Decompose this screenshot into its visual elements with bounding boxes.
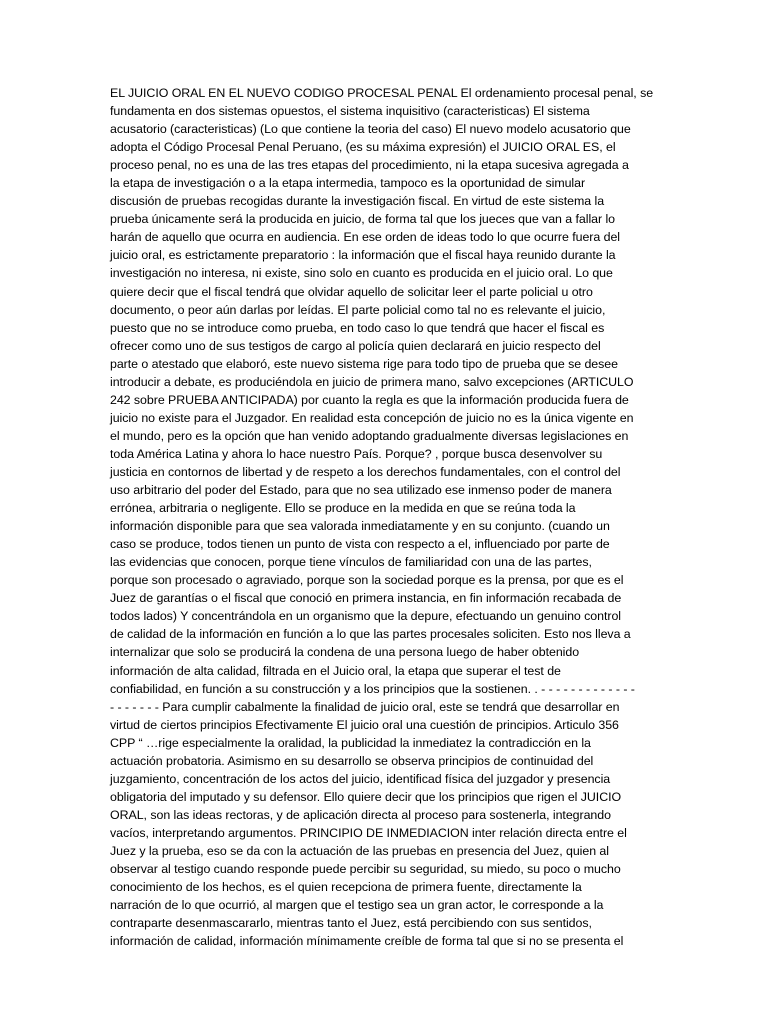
text-line: fundamenta en dos sistemas opuestos, el sistema inquisitivo (caracteristicas) El sistema [110, 104, 590, 119]
text-line: CPP “ …rige especialmente la oralidad, la publicidad la inmediatez la contradicción en la [110, 735, 591, 750]
text-line: conocimiento de los hechos, es el quien recepciona de primera fuente, directamente la [110, 880, 582, 895]
text-line: introducir a debate, es produciéndola en juicio de primera mano, salvo excepciones (ARTICULO [110, 374, 634, 389]
text-line: actuación probatoria. Asimismo en su desarrollo se observa principios de continuidad del [110, 753, 594, 768]
text-line: justicia en contornos de libertad y de respeto a los derechos fundamentales, con el control del [110, 464, 621, 479]
text-line: todos lados) Y concentrándola en un organismo que la depure, efectuando un genuino control [110, 609, 622, 624]
text-line: quiere decir que el fiscal tendrá que olvidar aquello de solicitar leer el parte policial u otro [110, 284, 593, 299]
text-line: información disponible para que sea valorada inmediatamente y en su conjunto. (cuando un [110, 519, 610, 534]
text-line: caso se produce, todos tienen un punto de vista con respecto a el, influenciado por parte de [110, 537, 610, 552]
text-line: parte o atestado que elaboró, este nuevo sistema rige para todo tipo de prueba que se desee [110, 356, 618, 371]
text-line: harán de aquello que ocurra en audiencia. En ese orden de ideas todo lo que ocurre fuera del [110, 230, 620, 245]
text-line: prueba únicamente será la producida en juicio, de forma tal que los jueces que van a fallar lo [110, 212, 616, 227]
text-line: información de alta calidad, filtrada en el Juicio oral, la etapa que superar el test de [110, 663, 561, 678]
text-line: - - - - - - - Para cumplir cabalmente la finalidad de juicio oral, este se tendrá que desarrollar en [110, 699, 620, 714]
text-line: el mundo, pero es la opción que han venido adoptando gradualmente diversas legislaciones en [110, 428, 629, 443]
text-line: adopta el Código Procesal Penal Peruano, (es su máxima expresión) el JUICIO ORAL ES, el [110, 140, 616, 155]
text-line: porque son procesado o agraviado, porque son la sociedad porque es la prensa, por que es el [110, 573, 624, 588]
text-line: obligatoria del imputado y su defensor. Ello quiere decir que los principios que rigen el JUICIO [110, 789, 622, 804]
text-line: confiabilidad, en función a su construcción y a los principios que la sostienen. . - - - - - - - - - - - - - [110, 681, 635, 696]
text-line: investigación no interesa, ni existe, sino solo en cuanto es producida en el juicio oral. Lo que [110, 266, 613, 281]
text-line: toda América Latina y ahora lo hace nuestro País. Porque? , porque busca desenvolver su [110, 446, 603, 461]
text-line: Juez y la prueba, eso se da con la actuación de las pruebas en presencia del Juez, quien al [110, 843, 609, 858]
text-line: puesto que no se introduce como prueba, en todo caso lo que tendrá que hacer el fiscal es [110, 320, 605, 335]
text-line: las evidencias que conocen, porque tiene vínculos de familiaridad con una de las partes, [110, 555, 592, 570]
text-line: uso arbitrario del poder del Estado, para que no sea utilizado ese inmenso poder de manera [110, 483, 612, 498]
text-line: documento, o peor aún darlas por leídas. El parte policial como tal no es relevante el juicio, [110, 302, 606, 317]
text-line: virtud de ciertos principios Efectivamente El juicio oral una cuestión de principios. Articulo 356 [110, 717, 619, 732]
text-line: de calidad de la información en función a lo que las partes procesales soliciten. Esto nos lleva a [110, 627, 631, 642]
text-line: 242 sobre PRUEBA ANTICIPADA) por cuanto la regla es que la información producida fuera de [110, 392, 629, 407]
text-line: narración de lo que ocurrió, al margen que el testigo sea un gran actor, le corresponde a la [110, 898, 604, 913]
text-line: errónea, arbitraria o negligente. Ello se produce en la medida en que se reúna toda la [110, 501, 576, 516]
text-line: internalizar que solo se producirá la condena de una persona luego de haber obtenido [110, 645, 580, 660]
text-line: la etapa de investigación o a la etapa intermedia, tampoco es la oportunidad de simular [110, 176, 586, 191]
text-line: juicio oral, es estrictamente preparatorio : la información que el fiscal haya reunido durante la [110, 248, 616, 263]
text-line: ofrecer como uno de sus testigos de cargo al policía quien declarará en juicio respecto del [110, 338, 601, 353]
text-line: juzgamiento, concentración de los actos del juicio, identificad física del juzgador y presencia [110, 771, 611, 786]
text-line: observar al testigo cuando responde puede percibir su seguridad, su miedo, su poco o mucho [110, 862, 621, 877]
text-line: discusión de pruebas recogidas durante la investigación fiscal. En virtud de este sistema la [110, 194, 605, 209]
text-line: acusatorio (caracteristicas) (Lo que contiene la teoria del caso) El nuevo modelo acusatorio que [110, 122, 631, 137]
text-line: contraparte desenmascararlo, mientras tanto el Juez, está percibiendo con sus sentidos, [110, 916, 592, 931]
document-body-text [110, 84, 660, 950]
text-line: vacíos, interpretando argumentos. PRINCIPIO DE INMEDIACION inter relación directa entre el [110, 825, 627, 840]
text-line: juicio no existe para el Juzgador. En realidad esta concepción de juicio no es la única vigente en [110, 410, 634, 425]
text-line: proceso penal, no es una de las tres etapas del procedimiento, ni la etapa sucesiva agregada a [110, 158, 629, 173]
text-line: ORAL, son las ideas rectoras, y de aplicación directa al proceso para sostenerla, integrando [110, 807, 611, 822]
text-line: EL JUICIO ORAL EN EL NUEVO CODIGO PROCESAL PENAL El ordenamiento procesal penal, se [110, 86, 654, 100]
text-line: información de calidad, información mínimamente creíble de forma tal que si no se presenta el [110, 934, 624, 949]
text-line: Juez de garantías o el fiscal que conoció en primera instancia, en fin información recabada de [110, 591, 622, 606]
